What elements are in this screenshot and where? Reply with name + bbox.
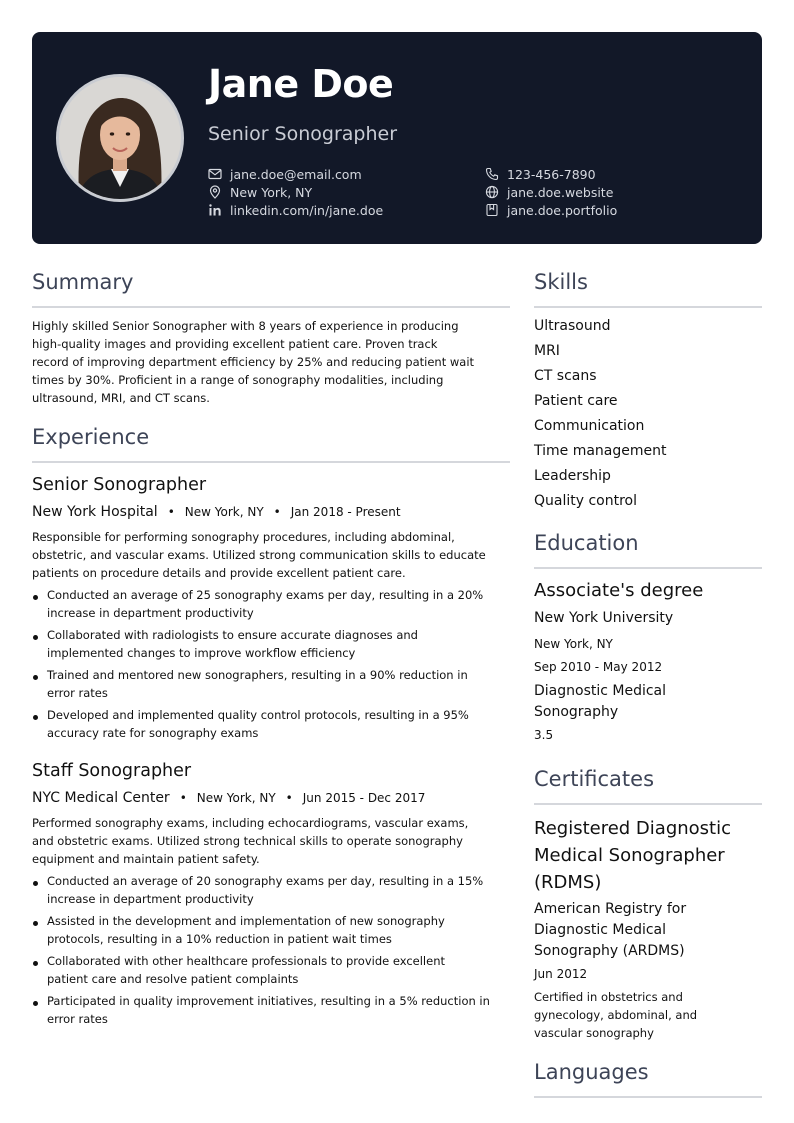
contact-website-text: jane.doe.website bbox=[507, 184, 614, 200]
languages-divider bbox=[534, 1096, 762, 1098]
envelope-icon bbox=[208, 167, 222, 181]
job-meta bbox=[32, 790, 425, 806]
education-dates: Sep 2010 - May 2012 bbox=[534, 660, 663, 674]
contact-location-text: New York, NY bbox=[230, 184, 313, 200]
separator-dot: • bbox=[167, 505, 175, 519]
skill-item: Patient care bbox=[534, 393, 618, 409]
list-item: Participated in quality improvement initiatives, resulting in a 5% reduction in error rates bbox=[32, 992, 512, 1028]
education-divider bbox=[534, 567, 762, 569]
list-item: Developed and implemented quality control protocols, resulting in a 95% accuracy rate for sonography exams bbox=[32, 706, 512, 742]
certificate-description: Certified in obstetrics and gynecology, abdominal, and vascular sonography bbox=[534, 990, 698, 1040]
job-title: Senior Sonographer bbox=[32, 475, 207, 495]
job-dates: Jan 2018 - Present bbox=[290, 505, 401, 519]
education-field: Diagnostic Medical Sonography bbox=[534, 683, 667, 720]
contact-portfolio[interactable] bbox=[485, 201, 617, 219]
education-heading: Education bbox=[534, 531, 639, 555]
contact-phone-text: 123-456-7890 bbox=[507, 166, 596, 182]
certificate-name: Registered Diagnostic Medical Sonographer (RDMS) bbox=[534, 818, 732, 893]
list-item: Assisted in the development and implementation of new sonography protocols, resulting in a 10% reduction in patient wait times bbox=[32, 912, 512, 948]
job-achievements bbox=[32, 872, 512, 1032]
linkedin-icon bbox=[208, 203, 222, 217]
contact-website[interactable] bbox=[485, 183, 613, 201]
contact-email-text: jane.doe@email.com bbox=[230, 166, 362, 182]
list-item: Collaborated with other healthcare professionals to provide excellent patient care and resolve patient complaints bbox=[32, 952, 512, 988]
job-meta bbox=[32, 504, 401, 520]
summary-text: Highly skilled Senior Sonographer with 8 years of experience in producing high-quality images and providing excellent patient care. Proven track record of improving department efficiency by 25% and reducing patient wait times by 30%. Proficient in a range of sonography modalities, including ultrasound, MRI, and CT scans. bbox=[32, 319, 475, 405]
certificates-heading: Certificates bbox=[534, 767, 655, 791]
education-degree: Associate's degree bbox=[534, 580, 704, 601]
education-school: New York University bbox=[534, 610, 674, 626]
contact-portfolio-text: jane.doe.portfolio bbox=[507, 202, 618, 218]
job-description: Performed sonography exams, including echocardiograms, vascular exams, and obstetric exams. Utilized strong technical skills to operate sonography equipment and maintain patient safety. bbox=[32, 816, 469, 866]
contact-email[interactable] bbox=[208, 165, 362, 183]
phone-icon bbox=[485, 167, 499, 181]
contact-phone[interactable] bbox=[485, 165, 596, 183]
separator-dot: • bbox=[179, 791, 187, 805]
certificates-divider bbox=[534, 803, 762, 805]
job-company: NYC Medical Center bbox=[32, 790, 170, 806]
languages-heading: Languages bbox=[534, 1060, 649, 1084]
skill-item: CT scans bbox=[534, 368, 597, 384]
summary-divider bbox=[32, 306, 510, 308]
candidate-title: Senior Sonographer bbox=[208, 123, 398, 145]
education-gpa: 3.5 bbox=[534, 728, 554, 742]
certificate-issuer: American Registry for Diagnostic Medical Sonography (ARDMS) bbox=[534, 901, 687, 959]
list-item: Trained and mentored new sonographers, resulting in a 90% reduction in error rates bbox=[32, 666, 512, 702]
skill-item: MRI bbox=[534, 343, 560, 359]
job-company: New York Hospital bbox=[32, 504, 158, 520]
skills-list bbox=[534, 314, 667, 514]
candidate-name: Jane Doe bbox=[208, 62, 394, 106]
skill-item: Time management bbox=[534, 443, 667, 459]
separator-dot: • bbox=[273, 505, 281, 519]
contact-linkedin[interactable] bbox=[208, 201, 383, 219]
list-item: Conducted an average of 25 sonography exams per day, resulting in a 20% increase in department productivity bbox=[32, 586, 512, 622]
skills-divider bbox=[534, 306, 762, 308]
experience-heading: Experience bbox=[32, 425, 150, 449]
education-location: New York, NY bbox=[534, 637, 613, 651]
job-achievements bbox=[32, 586, 512, 746]
profile-photo bbox=[56, 74, 184, 202]
globe-icon bbox=[485, 185, 499, 199]
certificate-date: Jun 2012 bbox=[534, 967, 588, 981]
list-item: Collaborated with radiologists to ensure accurate diagnoses and implemented changes to improve workflow efficiency bbox=[32, 626, 512, 662]
skill-item: Ultrasound bbox=[534, 318, 611, 334]
separator-dot: • bbox=[285, 791, 293, 805]
job-location: New York, NY bbox=[184, 505, 264, 519]
contact-linkedin-text: linkedin.com/in/jane.doe bbox=[230, 202, 384, 218]
skill-item: Quality control bbox=[534, 493, 638, 509]
skills-heading: Skills bbox=[534, 270, 588, 294]
summary-heading: Summary bbox=[32, 270, 134, 294]
map-pin-icon bbox=[208, 185, 222, 199]
contact-location bbox=[208, 183, 312, 201]
bookmark-icon bbox=[485, 203, 499, 217]
job-location: New York, NY bbox=[196, 791, 276, 805]
resume-header bbox=[32, 32, 762, 244]
experience-divider bbox=[32, 461, 510, 463]
skill-item: Leadership bbox=[534, 468, 611, 484]
skill-item: Communication bbox=[534, 418, 645, 434]
job-dates: Jun 2015 - Dec 2017 bbox=[302, 791, 426, 805]
list-item: Conducted an average of 20 sonography exams per day, resulting in a 15% increase in department productivity bbox=[32, 872, 512, 908]
job-description: Responsible for performing sonography procedures, including abdominal, obstetric, and vascular exams. Utilized strong communication skills to educate patients on procedure details and provide excellent patient care. bbox=[32, 530, 486, 580]
job-title: Staff Sonographer bbox=[32, 761, 192, 781]
